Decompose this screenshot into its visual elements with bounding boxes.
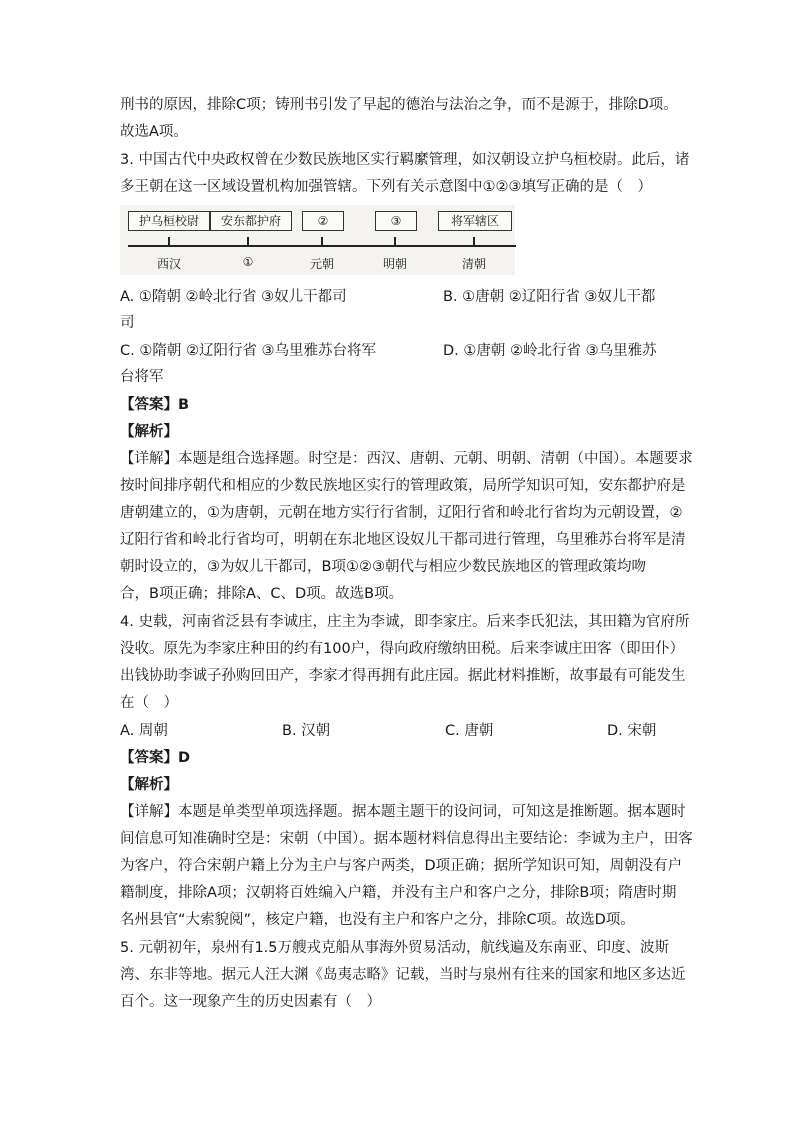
question-5-stem: 百个。这一现象产生的历史因素有（ ） [120, 994, 381, 1010]
timeline-label: 明朝 [382, 257, 408, 271]
timeline-label: 元朝 [309, 257, 335, 271]
timeline-box: 护乌桓校尉 [128, 211, 210, 231]
analysis-label: 【解析】 [120, 777, 178, 793]
question-3-stem: 3. 中国古代中央政权曾在少数民族地区实行羁縻管理，如汉朝设立护乌桓校尉。此后，诸 [120, 152, 690, 168]
explanation-line: 【详解】本题是单类型单项选择题。据本题主题干的设问词，可知这是推断题。据本题时 [120, 804, 686, 820]
explanation-line: 唐朝建立的，①为唐朝，元朝在地方实行行省制，辽阳行省和岭北行省均为元朝设置，② [120, 505, 683, 521]
timeline-tick [247, 237, 249, 246]
question-4-stem: 没收。原先为李家庄种田的约有100户，得向政府缴纳田税。后来李诚庄田客（即田仆） [120, 641, 685, 657]
explanation-line: 【详解】本题是组合选择题。时空是：西汉、唐朝、元朝、明朝、清朝（中国）。本题要求 [120, 451, 693, 467]
analysis-label: 【解析】 [120, 424, 178, 440]
timeline-tick [321, 237, 323, 246]
explanation-line: 朝时设立的，③为奴儿干都司，B项①②③朝代与相应少数民族地区的管理政策均吻 [120, 559, 646, 575]
question-4-stem: 在（ ） [120, 695, 178, 711]
explanation-line: 间信息可知准确时空是：宋朝（中国）。据本题材料信息得出主要结论：李诚为主户，田客 [120, 831, 693, 847]
option-a: A. 周朝 [120, 723, 168, 739]
timeline-label: 西汉 [156, 257, 182, 271]
text-line: 刑书的原因，排除C项；铸刑书引发了早起的德治与法治之争，而不是源于，排除D项。 [120, 97, 678, 113]
option-b: B. 汉朝 [282, 723, 331, 739]
timeline-label: ① [242, 255, 254, 269]
timeline-label: 清朝 [461, 257, 487, 271]
option-a: A. ①隋朝 ②岭北行省 ③奴儿干都司 [120, 289, 347, 305]
timeline-box: 将军辖区 [438, 211, 512, 231]
timeline-tick [168, 237, 170, 246]
explanation-line: 名州县官“大索貌阅”，核定户籍，也没有主户和客户之分，排除C项。故选D项。 [120, 912, 635, 928]
option-c: C. 唐朝 [445, 723, 494, 739]
timeline-tick [394, 237, 396, 246]
question-4-stem: 出钱协助李诚子孙购回田产，李家才得再拥有此庄园。据此材料推断，故事最有可能发生 [120, 668, 686, 684]
explanation-line: 辽阳行省和岭北行省均可，明朝在东北地区设奴儿干都司进行管理，乌里雅苏台将军是清 [120, 532, 686, 548]
text-line: 故选A项。 [120, 124, 188, 140]
timeline-tick [473, 237, 475, 246]
option-c: C. ①隋朝 ②辽阳行省 ③乌里雅苏台将军 [120, 343, 377, 359]
question-5-stem: 5. 元朝初年，泉州有1.5万艘戎克船从事海外贸易活动，航线遍及东南亚、印度、波斯 [120, 940, 670, 956]
timeline-box: 安东都护府 [210, 211, 292, 231]
option-d: D. 宋朝 [607, 723, 657, 739]
timeline-diagram [120, 205, 515, 275]
question-3-stem: 多王朝在这一区域设置机构加强管辖。下列有关示意图中①②③填写正确的是（ ） [120, 179, 652, 195]
explanation-line: 按时间排序朝代和相应的少数民族地区实行的管理政策，局所学知识可知，安东都护府是 [120, 478, 686, 494]
explanation-line: 籍制度，排除A项；汉朝将百姓编入户籍，并没有主户和客户之分，排除B项；隋唐时期 [120, 885, 677, 901]
timeline-box: ③ [375, 211, 417, 231]
question-5-stem: 湾、东非等地。据元人汪大渊《岛夷志略》记载，当时与泉州有往来的国家和地区多达近 [120, 967, 686, 983]
explanation-line: 合，B项正确；排除A、C、D项。故选B项。 [120, 586, 404, 602]
timeline-box: ② [302, 211, 344, 231]
question-4-stem: 4. 史载，河南省泛县有李诚庄，庄主为李诚，即李家庄。后来李氏犯法，其田籍为官府所 [120, 614, 690, 630]
option-d: D. ①唐朝 ②岭北行省 ③乌里雅苏 [443, 343, 657, 359]
option-b-continued: 司 [120, 315, 135, 331]
option-d-continued: 台将军 [120, 369, 164, 385]
option-b: B. ①唐朝 ②辽阳行省 ③奴儿干都 [443, 289, 656, 305]
explanation-line: 为客户，符合宋朝户籍上分为主户与客户两类，D项正确；据所学知识可知，周朝没有户 [120, 858, 683, 874]
answer-label: 【答案】D [120, 750, 191, 766]
answer-label: 【答案】B [120, 397, 190, 413]
